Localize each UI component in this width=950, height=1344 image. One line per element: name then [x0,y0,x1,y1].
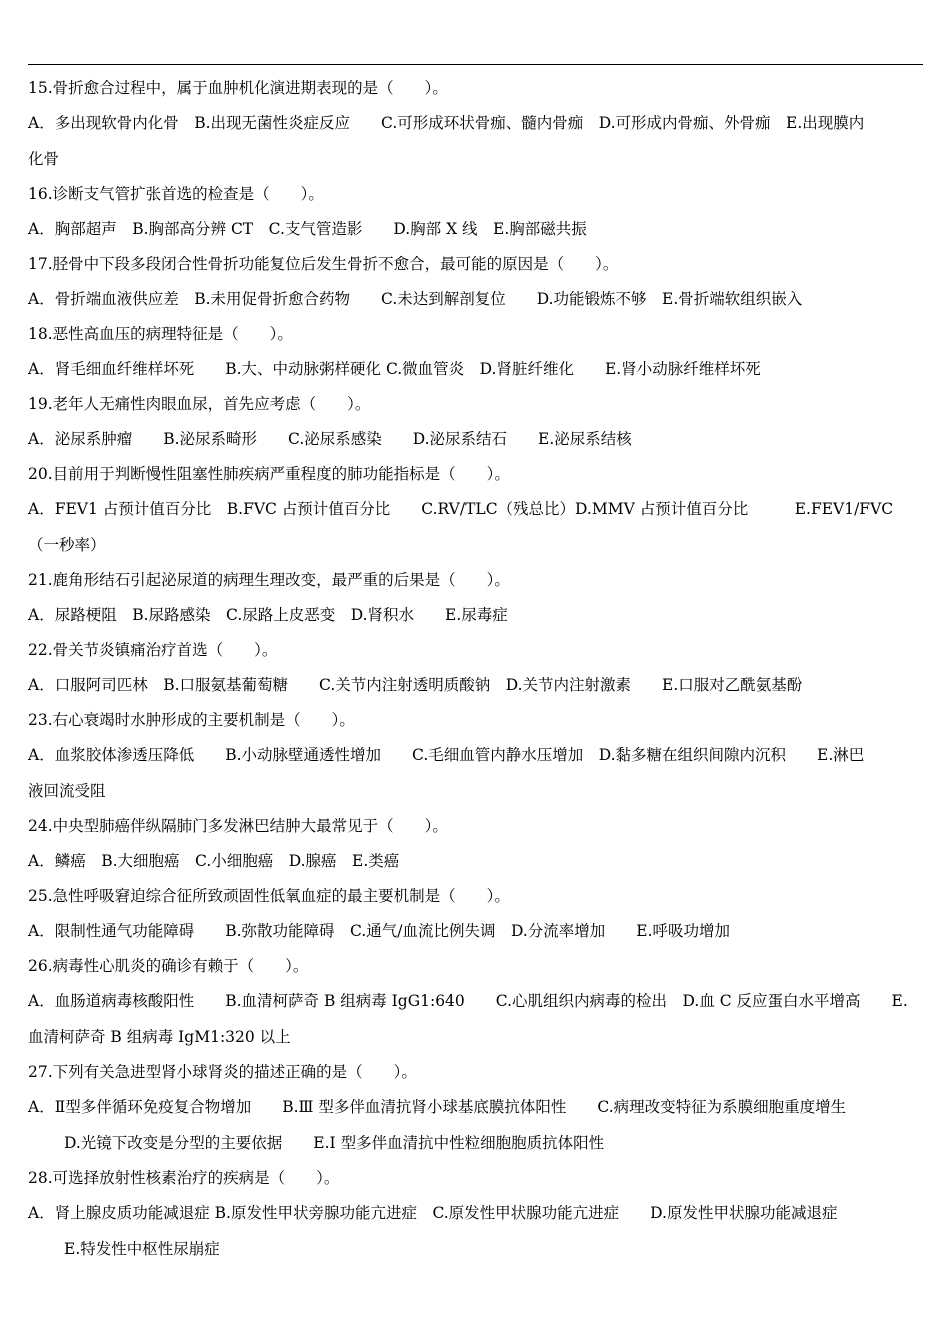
question-20 [28,457,923,563]
question-title: 23.右心衰竭时水肿形成的主要机制是（ ）。 [28,711,355,729]
question-title: 20.目前用于判断慢性阻塞性肺疾病严重程度的肺功能指标是（ ）。 [28,465,510,483]
question-24 [28,809,923,879]
question-title: 16.诊断支气管扩张首选的检查是（ ）。 [28,185,324,203]
question-23 [28,703,923,809]
question-title: 15.骨折愈合过程中，属于血肿机化演进期表现的是（ ）。 [28,79,448,97]
question-options-continued: D.光镜下改变是分型的主要依据 E.Ⅰ 型多伴血清抗中性粒细胞胞质抗体阳性 [64,1134,605,1152]
question-options: A．FEV1 占预计值百分比 B.FVC 占预计值百分比 C.RV/TLC（残总比）D.MMV 占预计值百分比 E.FEV1/FVC [28,500,894,518]
question-options: A．肾毛细血纤维样坏死 B.大、中动脉粥样硬化 C.微血管炎 D.肾脏纤维化 E.肾小动脉纤维样坏死 [28,360,761,378]
question-18 [28,317,923,387]
question-options-continued: 化骨 [28,150,60,168]
question-title: 25.急性呼吸窘迫综合征所致顽固性低氧血症的最主要机制是（ ）。 [28,887,510,905]
question-27 [28,1055,923,1161]
top-rule [28,64,923,65]
question-options: A．Ⅱ型多伴循环免疫复合物增加 B.Ⅲ 型多伴血清抗肾小球基底膜抗体阳性 C.病理改变特征为系膜细胞重度增生 [28,1098,847,1116]
question-options: A．限制性通气功能障碍 B.弥散功能障碍 C.通气/血流比例失调 D.分流率增加 E.呼吸功增加 [28,922,731,940]
question-options: A．尿路梗阻 B.尿路感染 C.尿路上皮恶变 D.肾积水 E.尿毒症 [28,606,508,624]
question-title: 22.骨关节炎镇痛治疗首选（ ）。 [28,641,278,659]
question-options: A．口服阿司匹林 B.口服氨基葡萄糖 C.关节内注射透明质酸钠 D.关节内注射激素 E.口服对乙酰氨基酚 [28,676,803,694]
question-title: 21.鹿角形结石引起泌尿道的病理生理改变，最严重的后果是（ ）。 [28,571,510,589]
question-22 [28,633,923,703]
question-options-continued: 血清柯萨奇 B 组病毒 IgM1:320 以上 [28,1028,291,1046]
question-options-continued: E.特发性中枢性尿崩症 [64,1240,220,1258]
question-title: 26.病毒性心肌炎的确诊有赖于（ ）。 [28,957,309,975]
question-title: 18.恶性高血压的病理特征是（ ）。 [28,325,293,343]
question-options: A．胸部超声 B.胸部高分辨 CT C.支气管造影 D.胸部 X 线 E.胸部磁共振 [28,220,587,238]
question-options: A．血肠道病毒核酸阳性 B.血清柯萨奇 B 组病毒 IgG1:640 C.心肌组织内病毒的检出 D.血 C 反应蛋白水平增高 E. [28,992,908,1010]
question-list [28,71,923,1267]
question-title: 17.胫骨中下段多段闭合性骨折功能复位后发生骨折不愈合，最可能的原因是（ ）。 [28,255,619,273]
question-title: 27.下列有关急进型肾小球肾炎的描述正确的是（ ）。 [28,1063,417,1081]
question-26 [28,949,923,1055]
question-options: A．鳞癌 B.大细胞癌 C.小细胞癌 D.腺癌 E.类癌 [28,852,400,870]
question-16 [28,177,923,247]
question-title: 24.中央型肺癌伴纵隔肺门多发淋巴结肿大最常见于（ ）。 [28,817,448,835]
question-19 [28,387,923,457]
question-28 [28,1161,923,1267]
question-title: 19.老年人无痛性肉眼血尿，首先应考虑（ ）。 [28,395,371,413]
question-17 [28,247,923,317]
question-options: A．肾上腺皮质功能减退症 B.原发性甲状旁腺功能亢进症 C.原发性甲状腺功能亢进症 D.原发性甲状腺功能减退症 [28,1204,838,1222]
question-options: A．骨折端血液供应差 B.未用促骨折愈合药物 C.未达到解剖复位 D.功能锻炼不够 E.骨折端软组织嵌入 [28,290,803,308]
question-options: A．多出现软骨内化骨 B.出现无菌性炎症反应 C.可形成环状骨痂、髓内骨痂 D.可形成内骨痂、外骨痂 E.出现膜内 [28,114,865,132]
question-title: 28.可选择放射性核素治疗的疾病是（ ）。 [28,1169,340,1187]
question-25 [28,879,923,949]
question-options-continued: 液回流受阻 [28,782,106,800]
question-options: A．泌尿系肿瘤 B.泌尿系畸形 C.泌尿系感染 D.泌尿系结石 E.泌尿系结核 [28,430,632,448]
question-options-continued: （一秒率） [28,536,106,554]
question-21 [28,563,923,633]
question-options: A．血浆胶体渗透压降低 B.小动脉壁通透性增加 C.毛细血管内静水压增加 D.黏多糖在组织间隙内沉积 E.淋巴 [28,746,865,764]
question-15 [28,71,923,177]
